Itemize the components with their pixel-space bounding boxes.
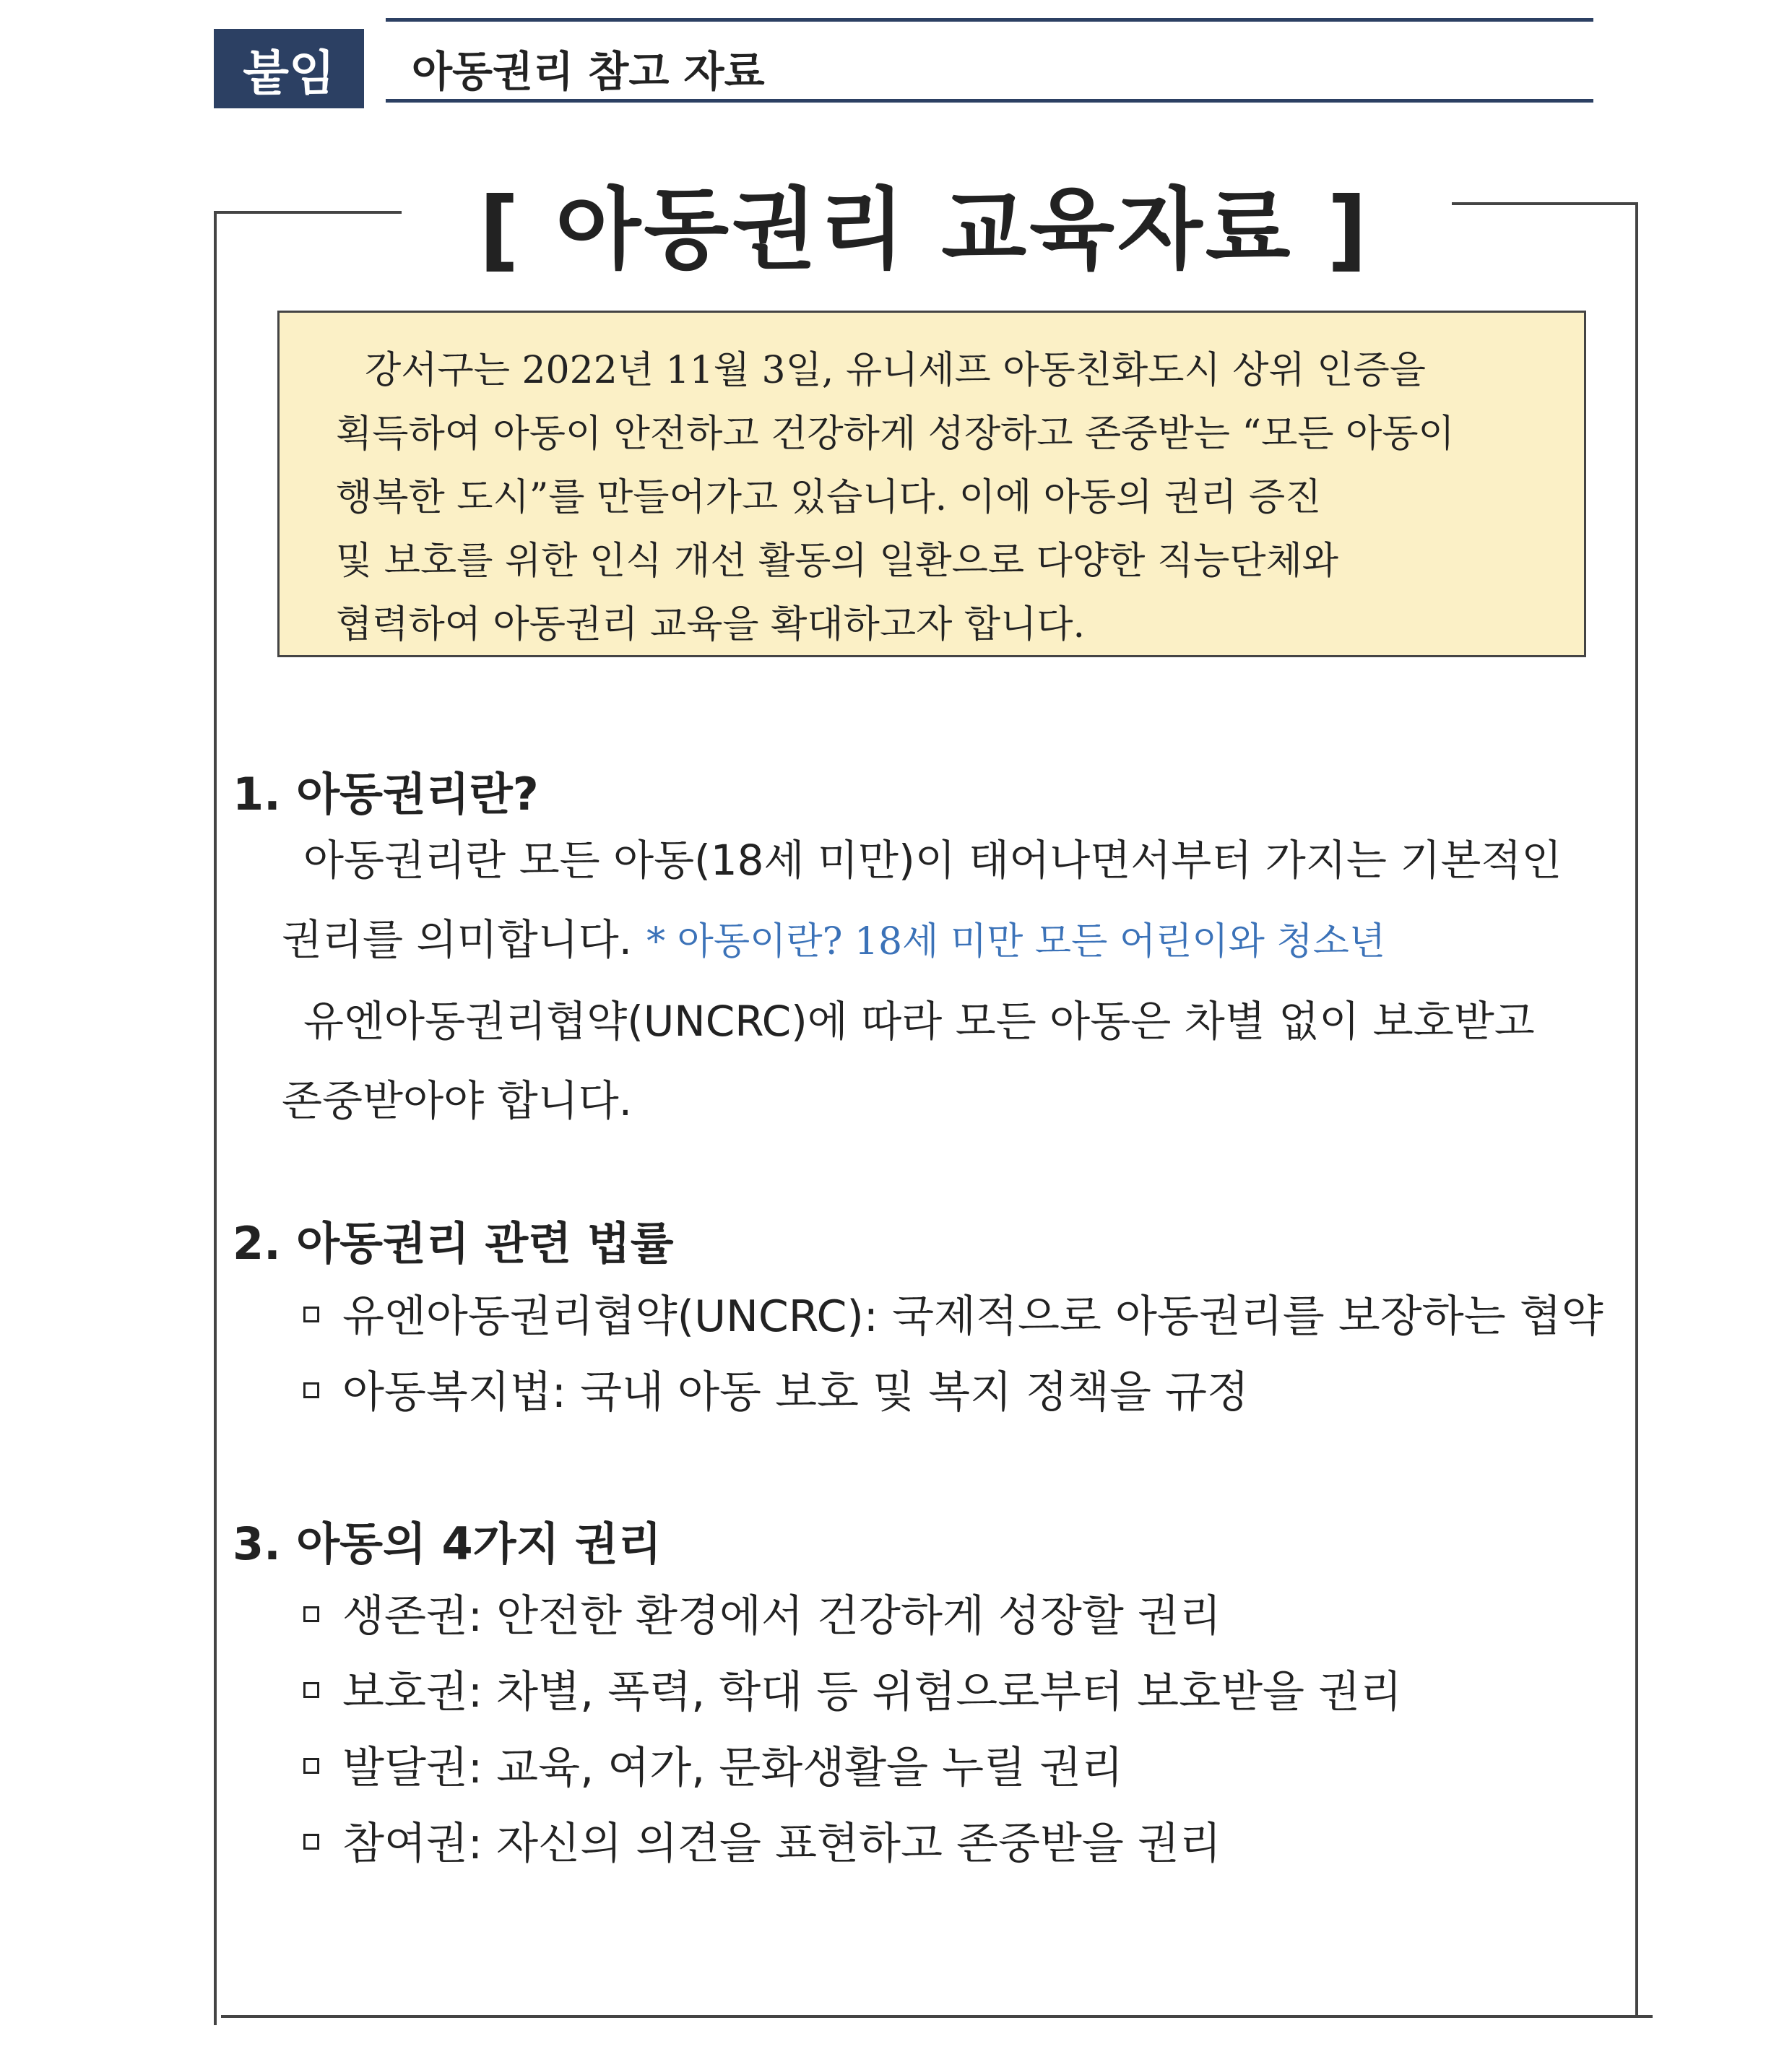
square-bullet-icon [303, 1382, 319, 1398]
section-1-text: 권리를 의미합니다. [282, 915, 633, 964]
header-rule-bottom [386, 99, 1593, 103]
section-1-text: 유엔아동권리협약(UNCRC)에 따라 모든 아동은 차별 없이 보호받고 [303, 997, 1535, 1046]
square-bullet-icon [303, 1307, 319, 1322]
section-1-line [282, 820, 1625, 900]
intro-line: 강서구는 2022년 11월 3일, 유니세프 아동친화도시 상위 인증을 [365, 349, 1426, 392]
intro-line: 획득하여 아동이 안전하고 건강하게 성장하고 존중받는 “모든 아동이 [336, 412, 1455, 456]
frame-left [214, 211, 217, 2025]
square-bullet-icon [303, 1682, 319, 1698]
section-2-title: 2. 아동권리 관련 법률 [233, 1217, 674, 1270]
frame-top-left [214, 211, 402, 214]
list-item: 참여권: 자신의 의견을 표현하고 존중받을 권리 [303, 1809, 1221, 1871]
definition-note: * 아동이란? 18세 미만 모든 어린이와 청소년 [646, 920, 1386, 963]
intro-box [277, 311, 1586, 657]
intro-line: 협력하여 아동권리 교육을 확대하고자 합니다. [336, 603, 1086, 646]
frame-right [1635, 202, 1638, 2016]
section-1-line [282, 1061, 1625, 1140]
intro-line: 및 보호를 위한 인식 개선 활동의 일환으로 다양한 직능단체와 [336, 540, 1339, 583]
list-item: 발달권: 교육, 여가, 문화생활을 누릴 권리 [303, 1733, 1123, 1795]
section-3-title: 3. 아동의 4가지 권리 [233, 1517, 662, 1570]
attachment-tag: 붙임 [214, 29, 364, 108]
section-1-text: 아동권리란 모든 아동(18세 미만)이 태어나면서부터 가지는 기본적인 [303, 836, 1562, 885]
list-item: 아동복지법: 국내 아동 보호 및 복지 정책을 규정 [303, 1358, 1249, 1420]
page-title: [ 아동권리 교육자료 ] [479, 178, 1370, 281]
frame-bottom [221, 2015, 1653, 2018]
section-1-title: 1. 아동권리란? [233, 768, 539, 820]
list-item: 보호권: 차별, 폭력, 학대 등 위험으로부터 보호받을 권리 [303, 1658, 1402, 1720]
header-title: 아동권리 참고 자료 [412, 47, 765, 96]
section-1-line [282, 982, 1625, 1061]
square-bullet-icon [303, 1758, 319, 1774]
section-1-line [282, 900, 1625, 982]
section-1-body [282, 820, 1625, 1140]
intro-line: 행복한 도시”를 만들어가고 있습니다. 이에 아동의 권리 증진 [336, 476, 1322, 519]
header-rule-top [386, 18, 1593, 22]
list-item: 유엔아동권리협약(UNCRC): 국제적으로 아동권리를 보장하는 협약 [303, 1282, 1603, 1344]
frame-top-right [1452, 202, 1638, 205]
list-item: 생존권: 안전한 환경에서 건강하게 성장할 권리 [303, 1582, 1221, 1644]
square-bullet-icon [303, 1606, 319, 1622]
section-1-text: 존중받아야 합니다. [282, 1076, 633, 1125]
square-bullet-icon [303, 1834, 319, 1850]
